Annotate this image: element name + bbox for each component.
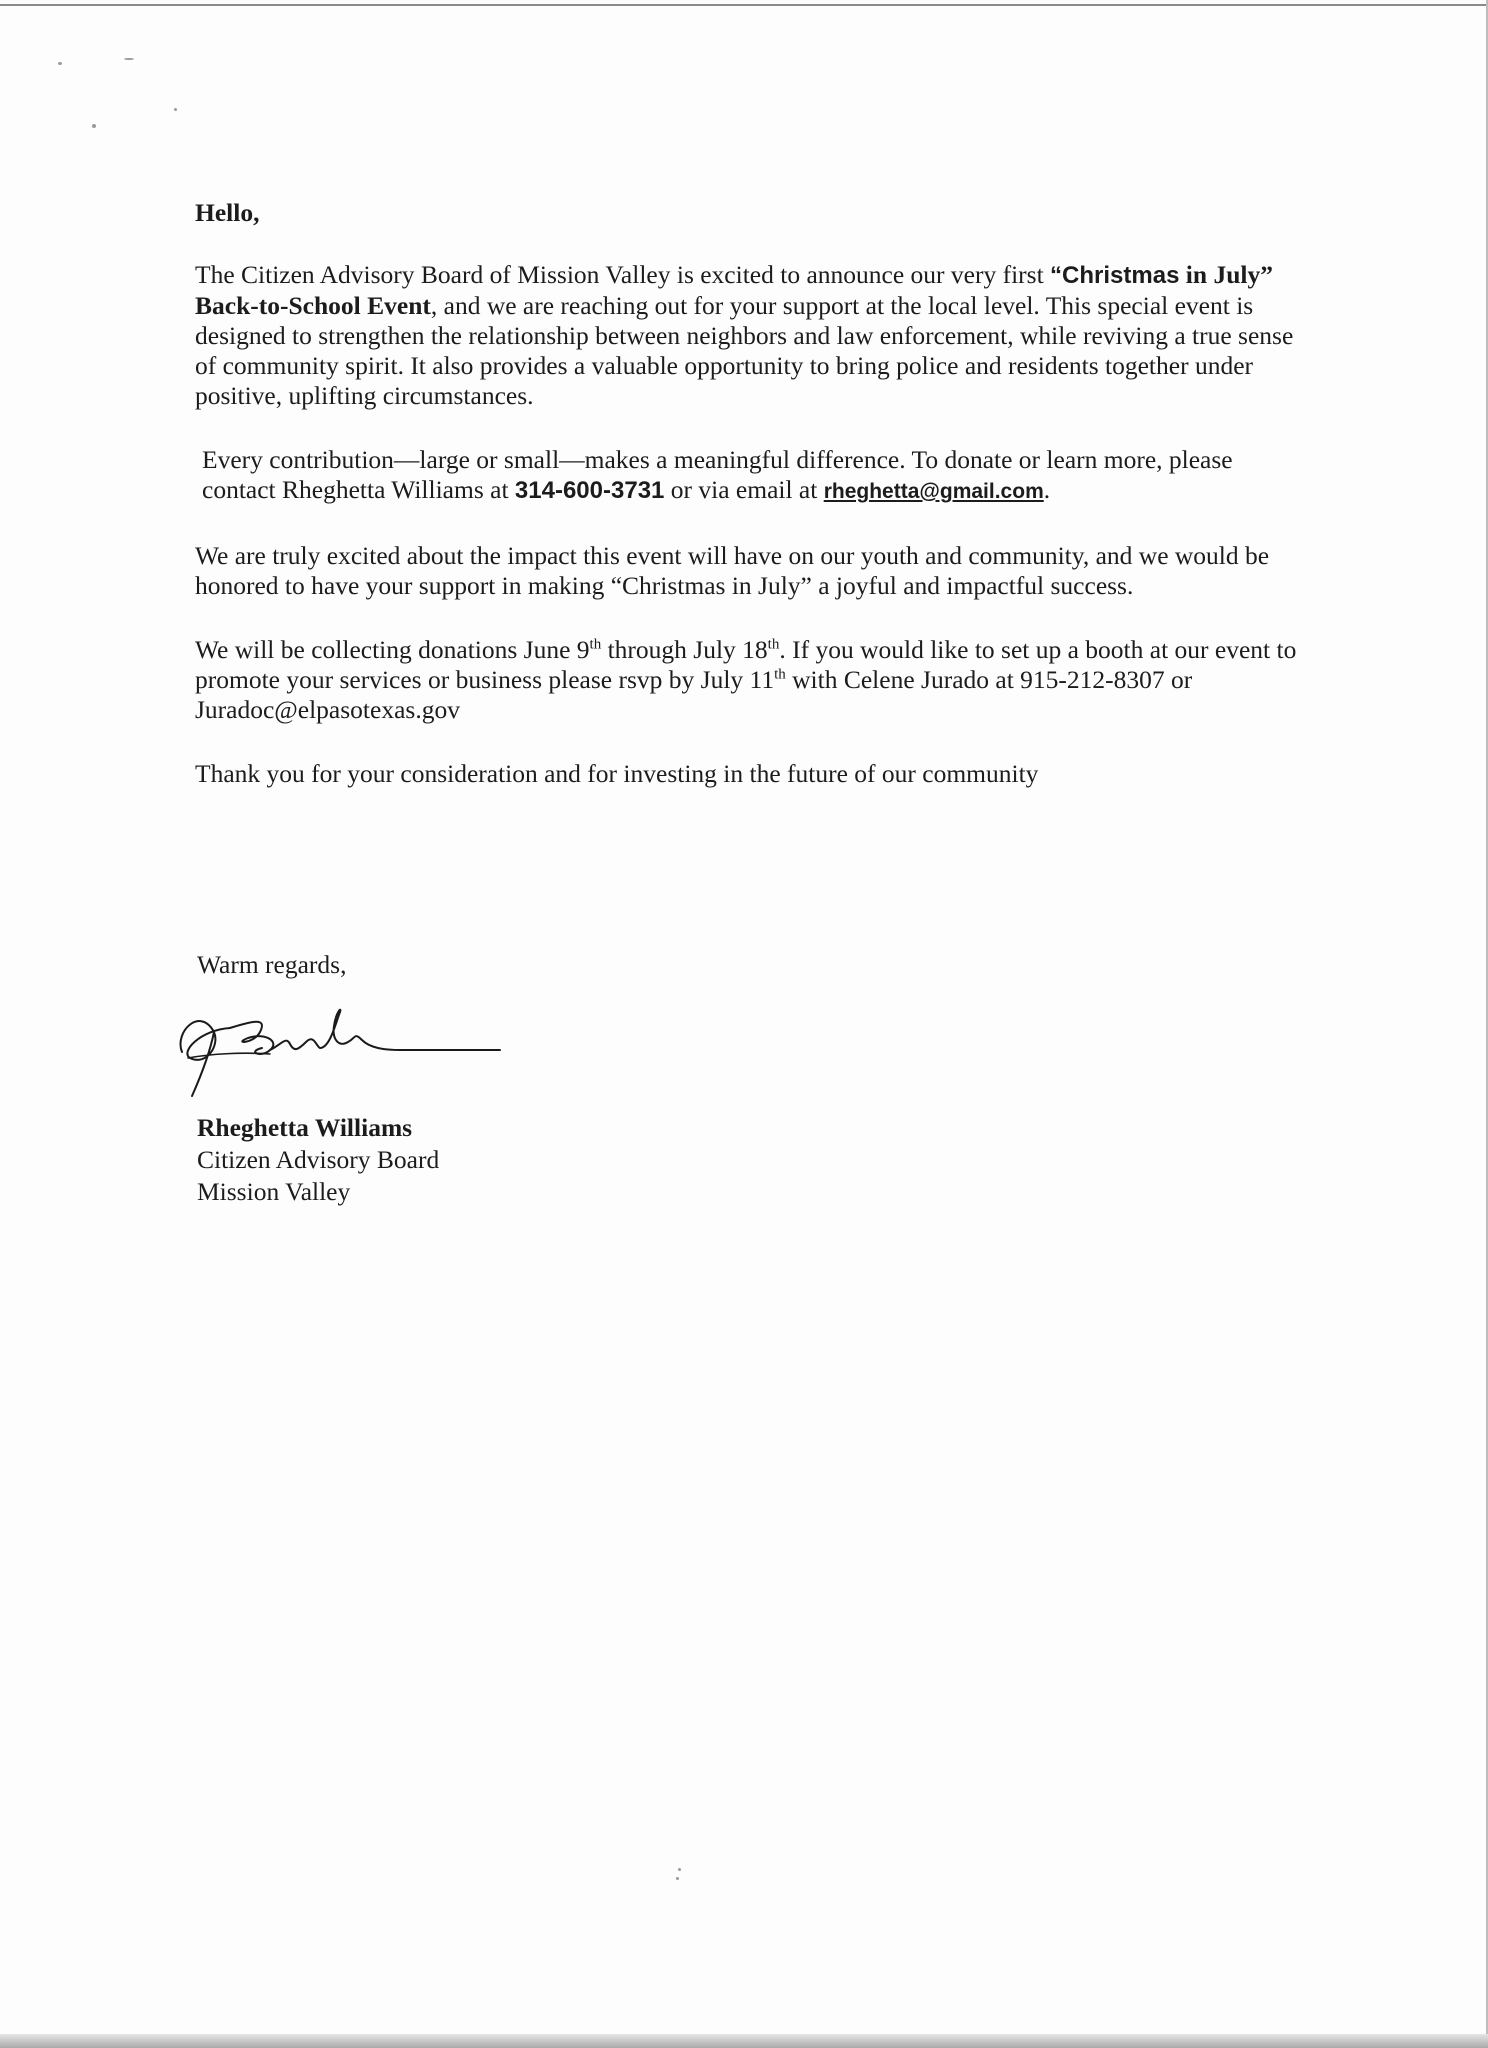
scan-speck [92, 124, 96, 128]
paragraph-contact [195, 445, 1305, 507]
scan-speck [174, 108, 177, 111]
paragraph-text: , and we are reaching out for your support at the local level. This special event is designed to strengthen the relationship between neighbors and law enforcement, while reviving a true sense of community spirit. It also provides a valuable opportunity to bring police and residents together under positive, uplifting circumstances. [195, 291, 1294, 410]
paragraph-thanks: Thank you for your consideration and for investing in the future of our community [195, 759, 1039, 788]
paragraph-text: We will be collecting donations June 9 [195, 635, 590, 664]
paragraph-text: . If you would like to set up a booth at our event to promote your services or business please rsvp by July 11 [195, 635, 1297, 694]
scan-speck [124, 58, 134, 60]
handwritten-signature [170, 992, 510, 1102]
ordinal-suffix: th [767, 636, 780, 653]
event-title-part2: in July” Back-to-School Event [195, 260, 1273, 320]
greeting: Hello, [195, 198, 260, 227]
closing: Warm regards, [197, 950, 347, 979]
signer-location: Mission Valley [197, 1177, 351, 1206]
phone-number: 314-600-3731 [514, 477, 665, 504]
paragraph-text: or via email at [664, 475, 824, 504]
signature-block [197, 1112, 439, 1208]
scan-speck [676, 1877, 679, 1880]
paragraph-text: The Citizen Advisory Board of Mission Valley is excited to announce our very first [195, 260, 1051, 289]
scan-speck [678, 1868, 681, 1871]
letter-body [195, 198, 1305, 823]
ordinal-suffix: th [774, 666, 786, 683]
paragraph-impact: We are truly excited about the impact this event will have on our youth and community, and we would be honored to have your support in making “Christmas in July” a joyful and impactful success. [195, 541, 1270, 600]
paragraph-dates [195, 635, 1305, 725]
paragraph-text: with Celene Jurado at 915-212-8307 or Juradoc@elpasotexas.gov [195, 665, 1193, 724]
event-title-part1: “Christmas [1050, 262, 1180, 289]
scan-speck [58, 62, 62, 65]
paragraph-announcement [195, 260, 1305, 411]
ordinal-suffix: th [589, 636, 602, 653]
scan-bottom-edge [0, 2034, 1488, 2048]
paragraph-text: Every contribution—large or small—makes a meaningful difference. To donate or learn more, please contact Rheghetta Williams at [202, 445, 1233, 504]
email-link[interactable]: rheghetta@gmail.com [823, 480, 1044, 503]
paragraph-text: . [1043, 475, 1051, 504]
signer-organization: Citizen Advisory Board [197, 1145, 440, 1174]
scan-top-edge [0, 4, 1488, 6]
signer-name: Rheghetta Williams [197, 1113, 413, 1142]
paragraph-text: through July 18 [601, 635, 768, 664]
